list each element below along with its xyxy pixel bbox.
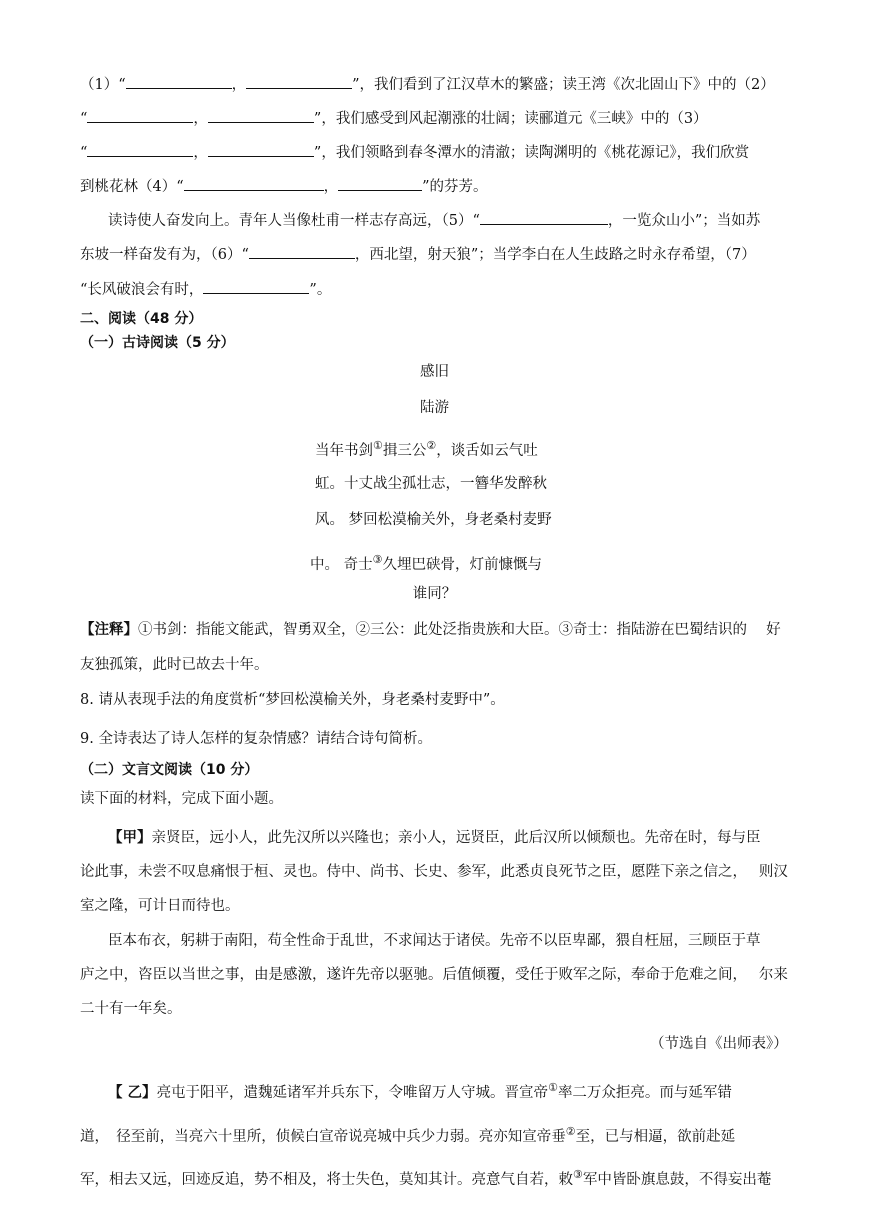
answer-blank-1b[interactable] <box>246 74 352 89</box>
fill-text: 到桃花林（4）“ <box>80 179 184 195</box>
passage-jia-line-6: 二十有一年矣。 <box>80 1001 182 1017</box>
passage-jia-line-3: 室之隆，可计日而待也。 <box>80 898 240 914</box>
fill-text: ”。 <box>309 282 332 298</box>
answer-blank-3a[interactable] <box>87 142 193 157</box>
instruction: 读下面的材料，完成下面小题。 <box>80 791 283 807</box>
passage-text: 军中皆卧旗息鼓，不得妄出菴 <box>582 1172 772 1188</box>
fill-line-1 <box>80 74 775 95</box>
passage-text: 军，相去又远，回迹反追，势不相及，将士失色，莫知其计。亮意气自若，敕 <box>80 1172 573 1188</box>
passage-yi-line-3 <box>80 1165 771 1190</box>
passage-source: （节选自《出师表》） <box>650 1036 788 1052</box>
answer-blank-7[interactable] <box>203 279 309 294</box>
poem-text: 揖三公 <box>382 443 427 459</box>
poem-line-1 <box>315 436 538 461</box>
fill-text: ，一览众山小”；当如苏 <box>607 213 761 229</box>
fill-text: ”，我们领略到春冬潭水的清澈；读陶渊明的《桃花源记》，我们欣赏 <box>313 145 750 161</box>
annotation-line-1 <box>80 620 781 640</box>
poem-line-5: 谁同？ <box>412 586 457 602</box>
fill-text: ， <box>323 179 339 195</box>
answer-blank-6[interactable] <box>249 244 355 259</box>
fill-text: ， <box>231 77 247 93</box>
poem-text: 久埋巴硖骨，灯前慷慨与 <box>382 557 542 573</box>
subsection-heading: （二）文言文阅读（10 分） <box>80 762 259 778</box>
section-heading: 二、阅读（48 分） <box>80 311 203 327</box>
fill-text: ”，我们感受到风起潮涨的壮阔；读郦道元《三峡》中的（3） <box>313 111 708 127</box>
fill-line-6 <box>80 244 756 265</box>
fill-text: “ <box>80 111 88 127</box>
passage-jia-line-1 <box>108 828 761 848</box>
answer-blank-2a[interactable] <box>87 108 193 123</box>
passage-text: 至，已与相逼，欲前赴延 <box>575 1129 736 1145</box>
answer-blank-5[interactable] <box>480 210 608 225</box>
question-9: 9. 全诗表达了诗人怎样的复杂情感？请结合诗句简析。 <box>80 731 432 747</box>
passage-yi-line-2 <box>80 1122 735 1147</box>
fill-text: “ <box>80 145 88 161</box>
footnote-marker: ③ <box>573 1168 583 1181</box>
answer-blank-2b[interactable] <box>208 108 314 123</box>
poem-line-3: 风。 梦回松漠榆关外，身老桑村麦野 <box>315 512 552 528</box>
answer-blank-1a[interactable] <box>126 74 232 89</box>
fill-line-5 <box>108 210 760 231</box>
fill-text: ”的芬芳。 <box>422 179 488 195</box>
annotation-line-2: 友独孤策，此时已故去十年。 <box>80 657 269 673</box>
footnote-marker: ① <box>548 1081 558 1094</box>
footnote-marker: ② <box>426 439 437 452</box>
question-8: 8. 请从表现手法的角度赏析“梦回松漠榆关外，身老桑村麦野中”。 <box>80 692 505 708</box>
answer-blank-4b[interactable] <box>338 176 422 191</box>
fill-text: “长风破浪会有时， <box>80 282 204 298</box>
annotation-text: ①书剑：指能文能武，智勇双全，②三公：此处泛指贵族和大臣。③奇士：指陆游在巴蜀结识的 好 <box>138 622 781 638</box>
fill-line-2 <box>80 108 708 129</box>
fill-text: ”，我们看到了江汉草木的繁盛；读王湾《次北固山下》中的（2） <box>352 77 775 93</box>
fill-line-4 <box>80 176 488 197</box>
fill-text: ， <box>193 111 208 127</box>
fill-text: （1）“ <box>80 77 126 93</box>
footnote-marker: ② <box>565 1125 576 1138</box>
fill-line-7 <box>80 279 331 300</box>
passage-text: 道， 径至前，当亮六十里所，侦候白宣帝说亮城中兵少力弱。亮亦知宣帝垂 <box>80 1129 566 1145</box>
fill-line-3 <box>80 142 749 163</box>
poem-title: 感旧 <box>420 364 449 380</box>
answer-blank-4a[interactable] <box>184 176 324 191</box>
footnote-marker: ③ <box>372 553 383 566</box>
fill-text: 读诗使人奋发向上。青年人当像杜甫一样志存高远，（5）“ <box>108 213 480 229</box>
annotation-label: 【注释】 <box>80 621 138 638</box>
passage-text: 亲贤臣，远小人，此先汉所以兴隆也；亲小人，远贤臣，此后汉所以倾颓也。先帝在时，每与臣 <box>151 830 761 846</box>
passage-jia-line-5: 庐之中，咨臣以当世之事，由是感激，遂许先帝以驱驰。后值倾覆，受任于败军之际，奉命于危难之间， 尔来 <box>80 967 788 983</box>
passage-text: 亮屯于阳平，遣魏延诸军并兵东下，令唯留万人守城。晋宣帝 <box>156 1085 549 1101</box>
poem-author: 陆游 <box>420 400 449 416</box>
fill-text: 东坡一样奋发有为，（6）“ <box>80 247 249 263</box>
passage-jia-line-4: 臣本布衣，躬耕于南阳，苟全性命于乱世，不求闻达于诸侯。先帝不以臣卑鄙，猥自枉屈，三顾臣于草 <box>108 933 761 949</box>
poem-text: 当年书剑 <box>315 443 373 459</box>
poem-line-2: 虹。十丈战尘孤壮志，一簪华发醉秋 <box>315 476 547 492</box>
subsection-heading: （一）古诗阅读（5 分） <box>80 335 235 351</box>
passage-label: 【甲】 <box>108 829 152 846</box>
passage-text: 率二万众拒亮。而与延军错 <box>557 1085 732 1101</box>
passage-yi-line-1 <box>108 1078 732 1103</box>
footnote-marker: ① <box>373 439 383 452</box>
passage-jia-line-2: 论此事，未尝不叹息痛恨于桓、灵也。侍中、尚书、长史、参军，此悉贞良死节之臣，愿陛下亲之信之， 则汉 <box>80 864 788 880</box>
passage-label: 【 乙】 <box>108 1084 157 1101</box>
poem-line-4 <box>310 550 542 575</box>
fill-text: ， <box>193 145 208 161</box>
poem-text: ，谈舌如云气吐 <box>436 443 538 459</box>
poem-text: 中。 奇士 <box>310 557 373 573</box>
fill-text: ，西北望，射天狼”；当学李白在人生歧路之时永存希望，（7） <box>354 247 756 263</box>
answer-blank-3b[interactable] <box>208 142 314 157</box>
